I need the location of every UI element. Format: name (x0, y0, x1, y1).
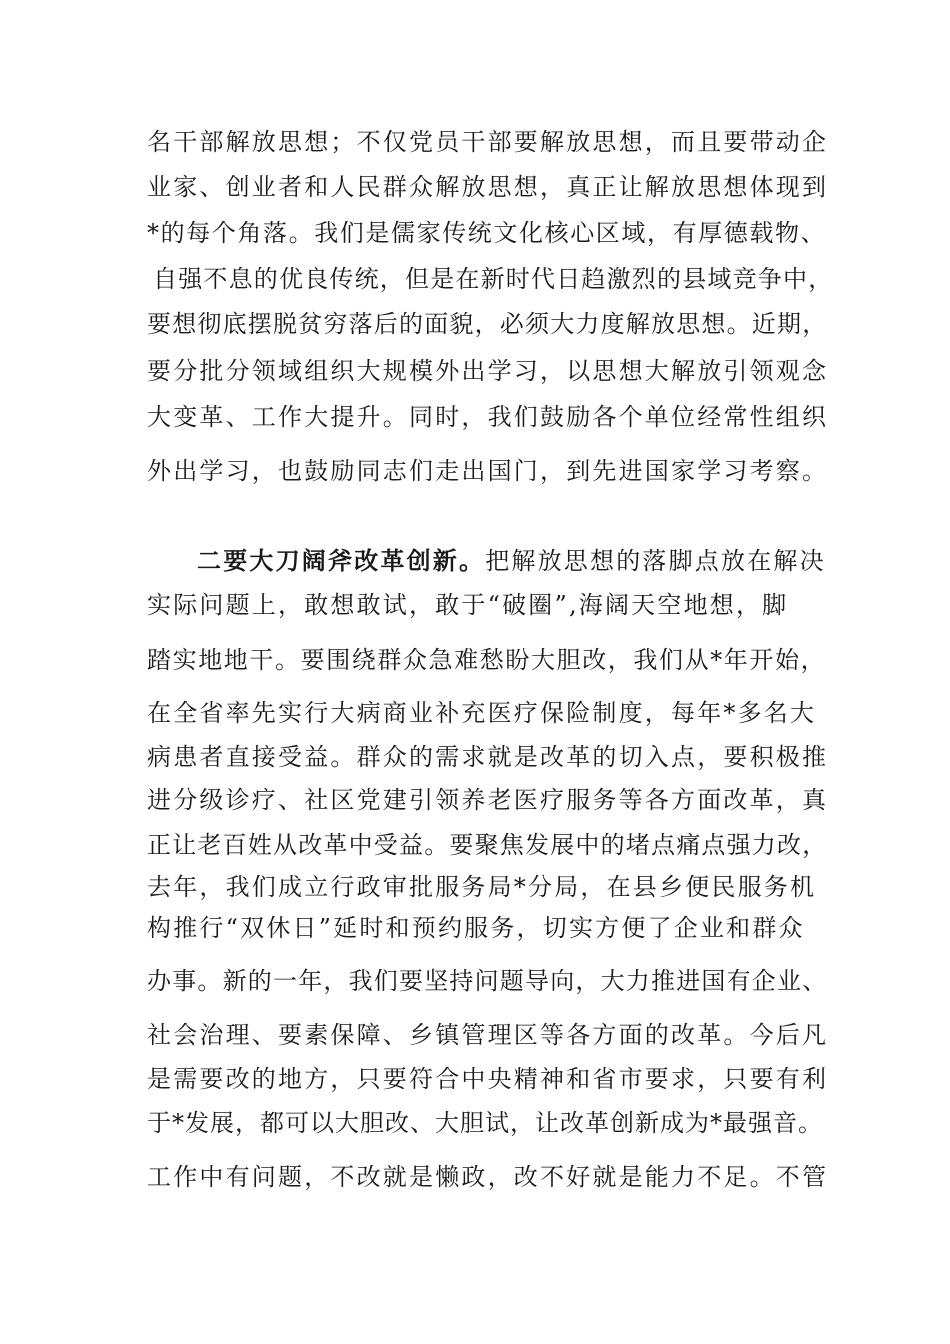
paragraph-line: 大变革、工作大提升。同时，我们鼓励各个单位经常性组织 (147, 403, 829, 431)
section-first-line (197, 546, 827, 576)
paragraph-line: 自强不息的优良传统，但是在新时代日趋激烈的县域竞争中， (153, 265, 834, 293)
paragraph-line: 业家、创业者和人民群众解放思想，真正让解放思想体现到 (147, 173, 829, 201)
paragraph-line: 要分批分领域组织大规模外出学习，以思想大解放引领观念 (147, 357, 829, 385)
paragraph-line: 在全省率先实行大病商业补充医疗保险制度，每年*多名大 (147, 699, 817, 727)
paragraph-line: 于*发展，都可以大胆改、大胆试，让改革创新成为*最强音。 (147, 1109, 823, 1137)
paragraph-line: *的每个角落。我们是儒家传统文化核心区域，有厚德载物、 (147, 219, 827, 247)
paragraph-line: 社会治理、要素保障、乡镇管理区等各方面的改革。今后凡 (147, 1021, 829, 1049)
paragraph-line: 踏实地地干。要围绕群众急难愁盼大胆改，我们从*年开始， (147, 646, 827, 674)
paragraph-line: 是需要改的地方，只要符合中央精神和省市要求，只要有利 (147, 1065, 829, 1093)
paragraph-line: 构推行“双休日”延时和预约服务，切实方便了企业和群众 (147, 914, 805, 942)
paragraph-line: 外出学习，也鼓励同志们走出国门，到先进国家学习考察。 (147, 457, 829, 485)
paragraph-line: 正让老百姓从改革中受益。要聚焦发展中的堵点痛点强力改， (147, 831, 828, 859)
paragraph-line: 进分级诊疗、社区党建引领养老医疗服务等各方面改革，真 (147, 786, 829, 814)
paragraph-line: 办事。新的一年，我们要坚持问题导向，大力推进国有企业、 (147, 967, 828, 995)
paragraph-line: 病患者直接受益。群众的需求就是改革的切入点，要积极推 (147, 743, 829, 771)
section-first-line-text: 把解放思想的落脚点放在解决 (485, 547, 826, 575)
section-heading: 二要大刀阔斧改革创新。 (197, 546, 486, 575)
paragraph-line: 名干部解放思想；不仅党员干部要解放思想，而且要带动企 (147, 128, 829, 156)
paragraph-line: 去年，我们成立行政审批服务局*分局，在县乡便民服务机 (147, 873, 817, 901)
paragraph-line: 工作中有问题，不改就是懒政，改不好就是能力不足。不管 (147, 1163, 829, 1191)
paragraph-line: 要想彻底摆脱贫穷落后的面貌，必须大力度解放思想。近期， (147, 310, 828, 338)
paragraph-line: 实际问题上，敢想敢试，敢于“破圈”,海阔天空地想，脚 (147, 591, 789, 619)
